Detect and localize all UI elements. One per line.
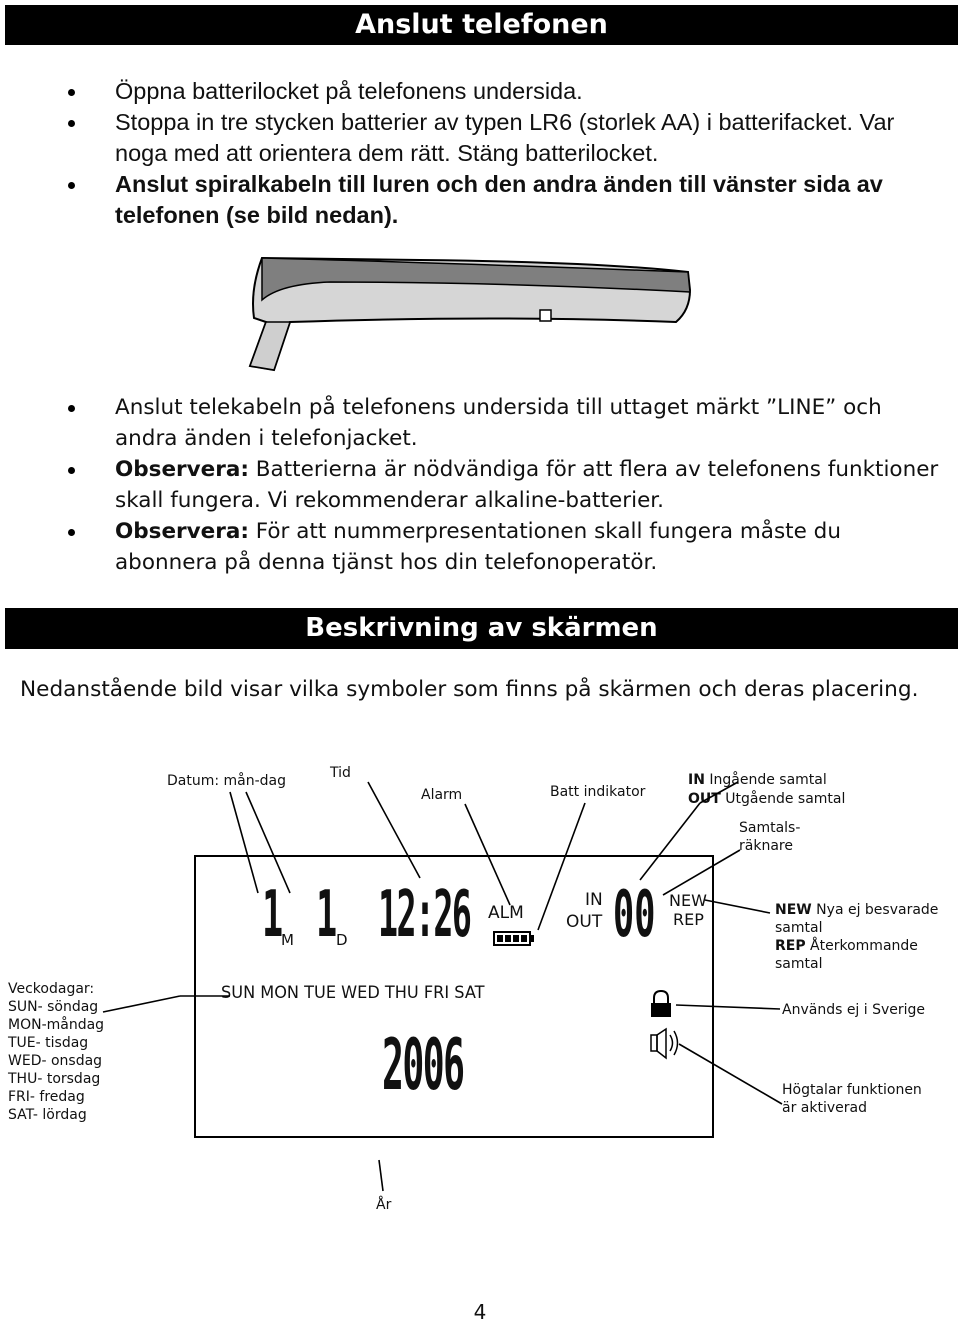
weekday-legend-line: SAT- lördag — [8, 1107, 87, 1123]
lcd-out-text: OUT — [566, 912, 603, 932]
label-rep-text: Återkommande — [805, 938, 918, 954]
weekday-legend-line: SUN- söndag — [8, 999, 99, 1015]
step-open-battery-cover: Öppna batterilocket på telefonens undersida. — [63, 76, 943, 107]
lock-icon — [651, 991, 671, 1017]
weekday-legend-line: FRI- fredag — [8, 1089, 85, 1105]
lcd-call-counter: 00 — [613, 878, 656, 952]
weekday-legend-line: WED- onsdag — [8, 1053, 103, 1069]
label-not-used: Används ej i Sverige — [782, 1002, 926, 1018]
label-new-text: Nya ej besvarade — [811, 902, 939, 918]
label-new-key: NEW — [775, 902, 812, 918]
label-alarm: Alarm — [421, 787, 463, 803]
note-prefix: Observera: — [115, 457, 249, 482]
label-rep-key: REP — [775, 938, 806, 954]
label-in-text: Ingående samtal — [704, 772, 827, 788]
lcd-rep-text: REP — [673, 910, 704, 929]
lcd-day-digit: 1 — [316, 878, 338, 952]
battery-icon — [494, 932, 534, 945]
label-time: Tid — [330, 765, 351, 781]
label-speaker-2: är aktiverad — [782, 1100, 867, 1116]
lcd-day-unit: D — [336, 931, 348, 949]
section-title-connect: Anslut telefonen — [5, 5, 958, 45]
lcd-weekday-row: SUN MON TUE WED THU FRI SAT — [221, 983, 485, 1003]
label-year: År — [376, 1197, 392, 1213]
note-text: För att nummerpresentationen skall fungera måste du abonnera på denna tjänst hos din telefonoperatör. — [115, 519, 841, 575]
label-new-2: samtal — [775, 920, 823, 936]
section-title-display: Beskrivning av skärmen — [5, 608, 958, 649]
lcd-new-text: NEW — [669, 891, 707, 910]
lcd-time: 12:26 — [378, 878, 471, 952]
step-insert-batteries: Stoppa in tre stycken batterier av typen LR6 (storlek AA) i batterifacket. Var noga med att orientera dem rätt. Stäng batterilocket. — [63, 107, 943, 169]
label-out-text: Utgående samtal — [720, 791, 846, 807]
label-counter-2: räknare — [739, 838, 793, 854]
weekday-legend-line: TUE- tisdag — [8, 1035, 89, 1051]
speaker-icon — [651, 1029, 678, 1058]
lcd-month-digit: 1 — [262, 878, 284, 952]
step-connect-coil-cable: Anslut spiralkabeln till luren och den andra änden till vänster sida av telefonen (se bild nedan). — [63, 169, 943, 231]
label-date: Datum: mån-dag — [167, 773, 287, 789]
lcd-month-unit: M — [281, 931, 294, 949]
display-intro-text: Nedanstående bild visar vilka symboler som finns på skärmen och deras placering. — [20, 677, 919, 702]
note-text: Batterierna är nödvändiga för att flera av telefonens funktioner skall fungera. Vi rekommenderar alkaline-batterier. — [115, 457, 939, 513]
weekday-legend-line: THU- torsdag — [8, 1071, 101, 1087]
page-number: 4 — [473, 1300, 487, 1324]
weekday-legend-line: MON-måndag — [8, 1017, 105, 1033]
label-counter-1: Samtals- — [739, 820, 801, 836]
label-battery: Batt indikator — [550, 784, 646, 800]
note-prefix: Observera: — [115, 519, 249, 544]
note-text: Anslut telekabeln på telefonens undersida till uttaget märkt ”LINE” och andra änden i telefonjacket. — [115, 395, 882, 451]
lcd-alarm-text: ALM — [488, 903, 524, 923]
label-in-key: IN — [688, 772, 705, 788]
label-rep-2: samtal — [775, 956, 823, 972]
lcd-year: 2006 — [382, 1024, 464, 1106]
label-out-key: OUT — [688, 791, 721, 807]
weekday-legend-line: Veckodagar: — [8, 981, 95, 997]
label-speaker-1: Högtalar funktionen — [782, 1082, 922, 1098]
lcd-in-text: IN — [585, 890, 603, 910]
